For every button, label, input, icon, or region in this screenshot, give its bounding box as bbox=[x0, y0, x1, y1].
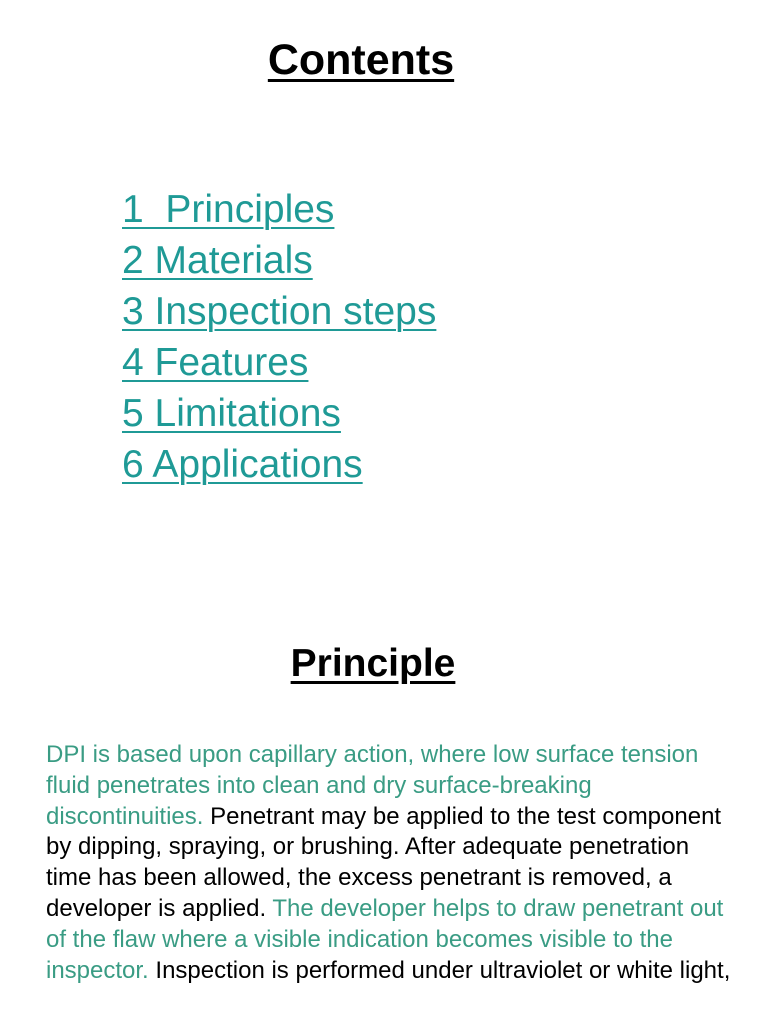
principle-heading: Principle bbox=[290, 642, 456, 685]
principle-text-highlight-2: The developer helps to draw penetrant out of the flaw where a visible indication becomes visible to the inspector. bbox=[46, 894, 724, 984]
toc-link-principles[interactable]: 1 Principles bbox=[122, 188, 335, 231]
toc-link-inspection-steps[interactable]: 3 Inspection steps bbox=[122, 290, 437, 333]
principle-paragraph bbox=[46, 740, 736, 986]
toc-item-features bbox=[122, 337, 436, 388]
table-of-contents bbox=[122, 184, 436, 490]
toc-link-features[interactable]: 4 Features bbox=[122, 341, 309, 384]
toc-item-inspection-steps bbox=[122, 286, 436, 337]
toc-item-limitations bbox=[122, 388, 436, 439]
principle-text-plain-1: Penetrant may be applied to the test component by dipping, spraying, or brushing. After adequate penetration time has been allowed, the excess penetrant is removed, a developer is applied. bbox=[46, 802, 722, 922]
toc-item-applications bbox=[122, 439, 436, 490]
toc-link-applications[interactable]: 6 Applications bbox=[122, 443, 363, 486]
principle-text-plain-2: Inspection is performed under ultraviolet or white light, bbox=[148, 956, 731, 984]
toc-item-principles bbox=[122, 184, 436, 235]
toc-link-limitations[interactable]: 5 Limitations bbox=[122, 392, 341, 435]
toc-item-materials bbox=[122, 235, 436, 286]
toc-link-materials[interactable]: 2 Materials bbox=[122, 239, 313, 282]
principle-text-highlight-1: DPI is based upon capillary action, where low surface tension fluid penetrates into clean and dry surface-breaking discontinuities. bbox=[46, 741, 699, 830]
contents-heading: Contents bbox=[267, 36, 455, 84]
